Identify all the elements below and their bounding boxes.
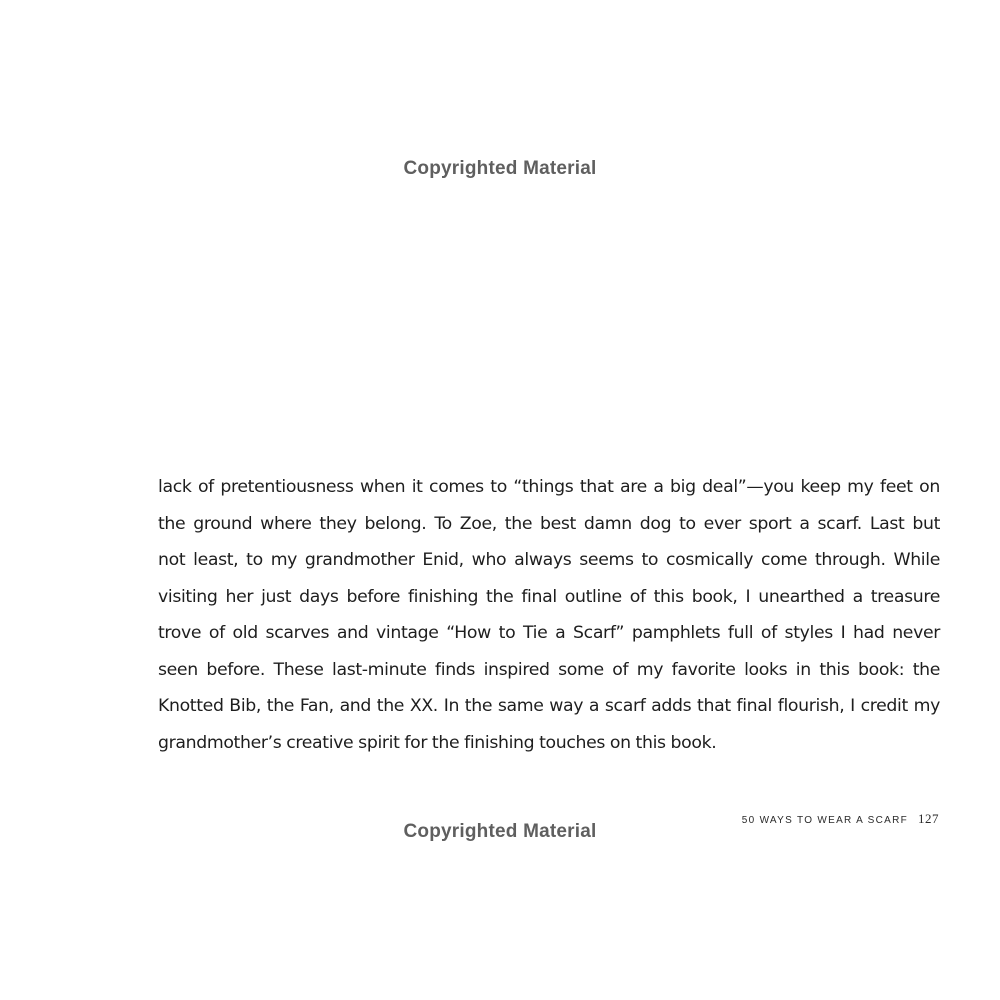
body-paragraph (158, 469, 940, 761)
body-line: not least, to my grandmother Enid, who always seems to cosmically come through. While (158, 550, 940, 570)
body-line: lack of pretentiousness when it comes to “things that are a big deal”—you keep my feet on (158, 477, 940, 497)
body-line: visiting her just days before finishing the final outline of this book, I unearthed a treasure (158, 586, 940, 607)
body-line: trove of old scarves and vintage “How to Tie a Scarf” pamphlets full of styles I had never (158, 623, 940, 643)
running-title: 50 WAYS TO WEAR A SCARF (741, 815, 908, 826)
page-number: 127 (918, 811, 939, 826)
body-line: seen before. These last-minute finds inspired some of my favorite looks in this book: the (158, 659, 940, 680)
copyright-watermark-top: Copyrighted Material (403, 158, 597, 179)
body-line: Knotted Bib, the Fan, and the XX. In the same way a scarf adds that final flourish, I credit my (158, 696, 940, 716)
body-line: the ground where they belong. To Zoe, the best damn dog to ever sport a scarf. Last but (158, 513, 940, 534)
body-line: grandmother’s creative spirit for the finishing touches on this book. (158, 732, 717, 753)
copyright-watermark-bottom: Copyrighted Material (403, 821, 597, 842)
